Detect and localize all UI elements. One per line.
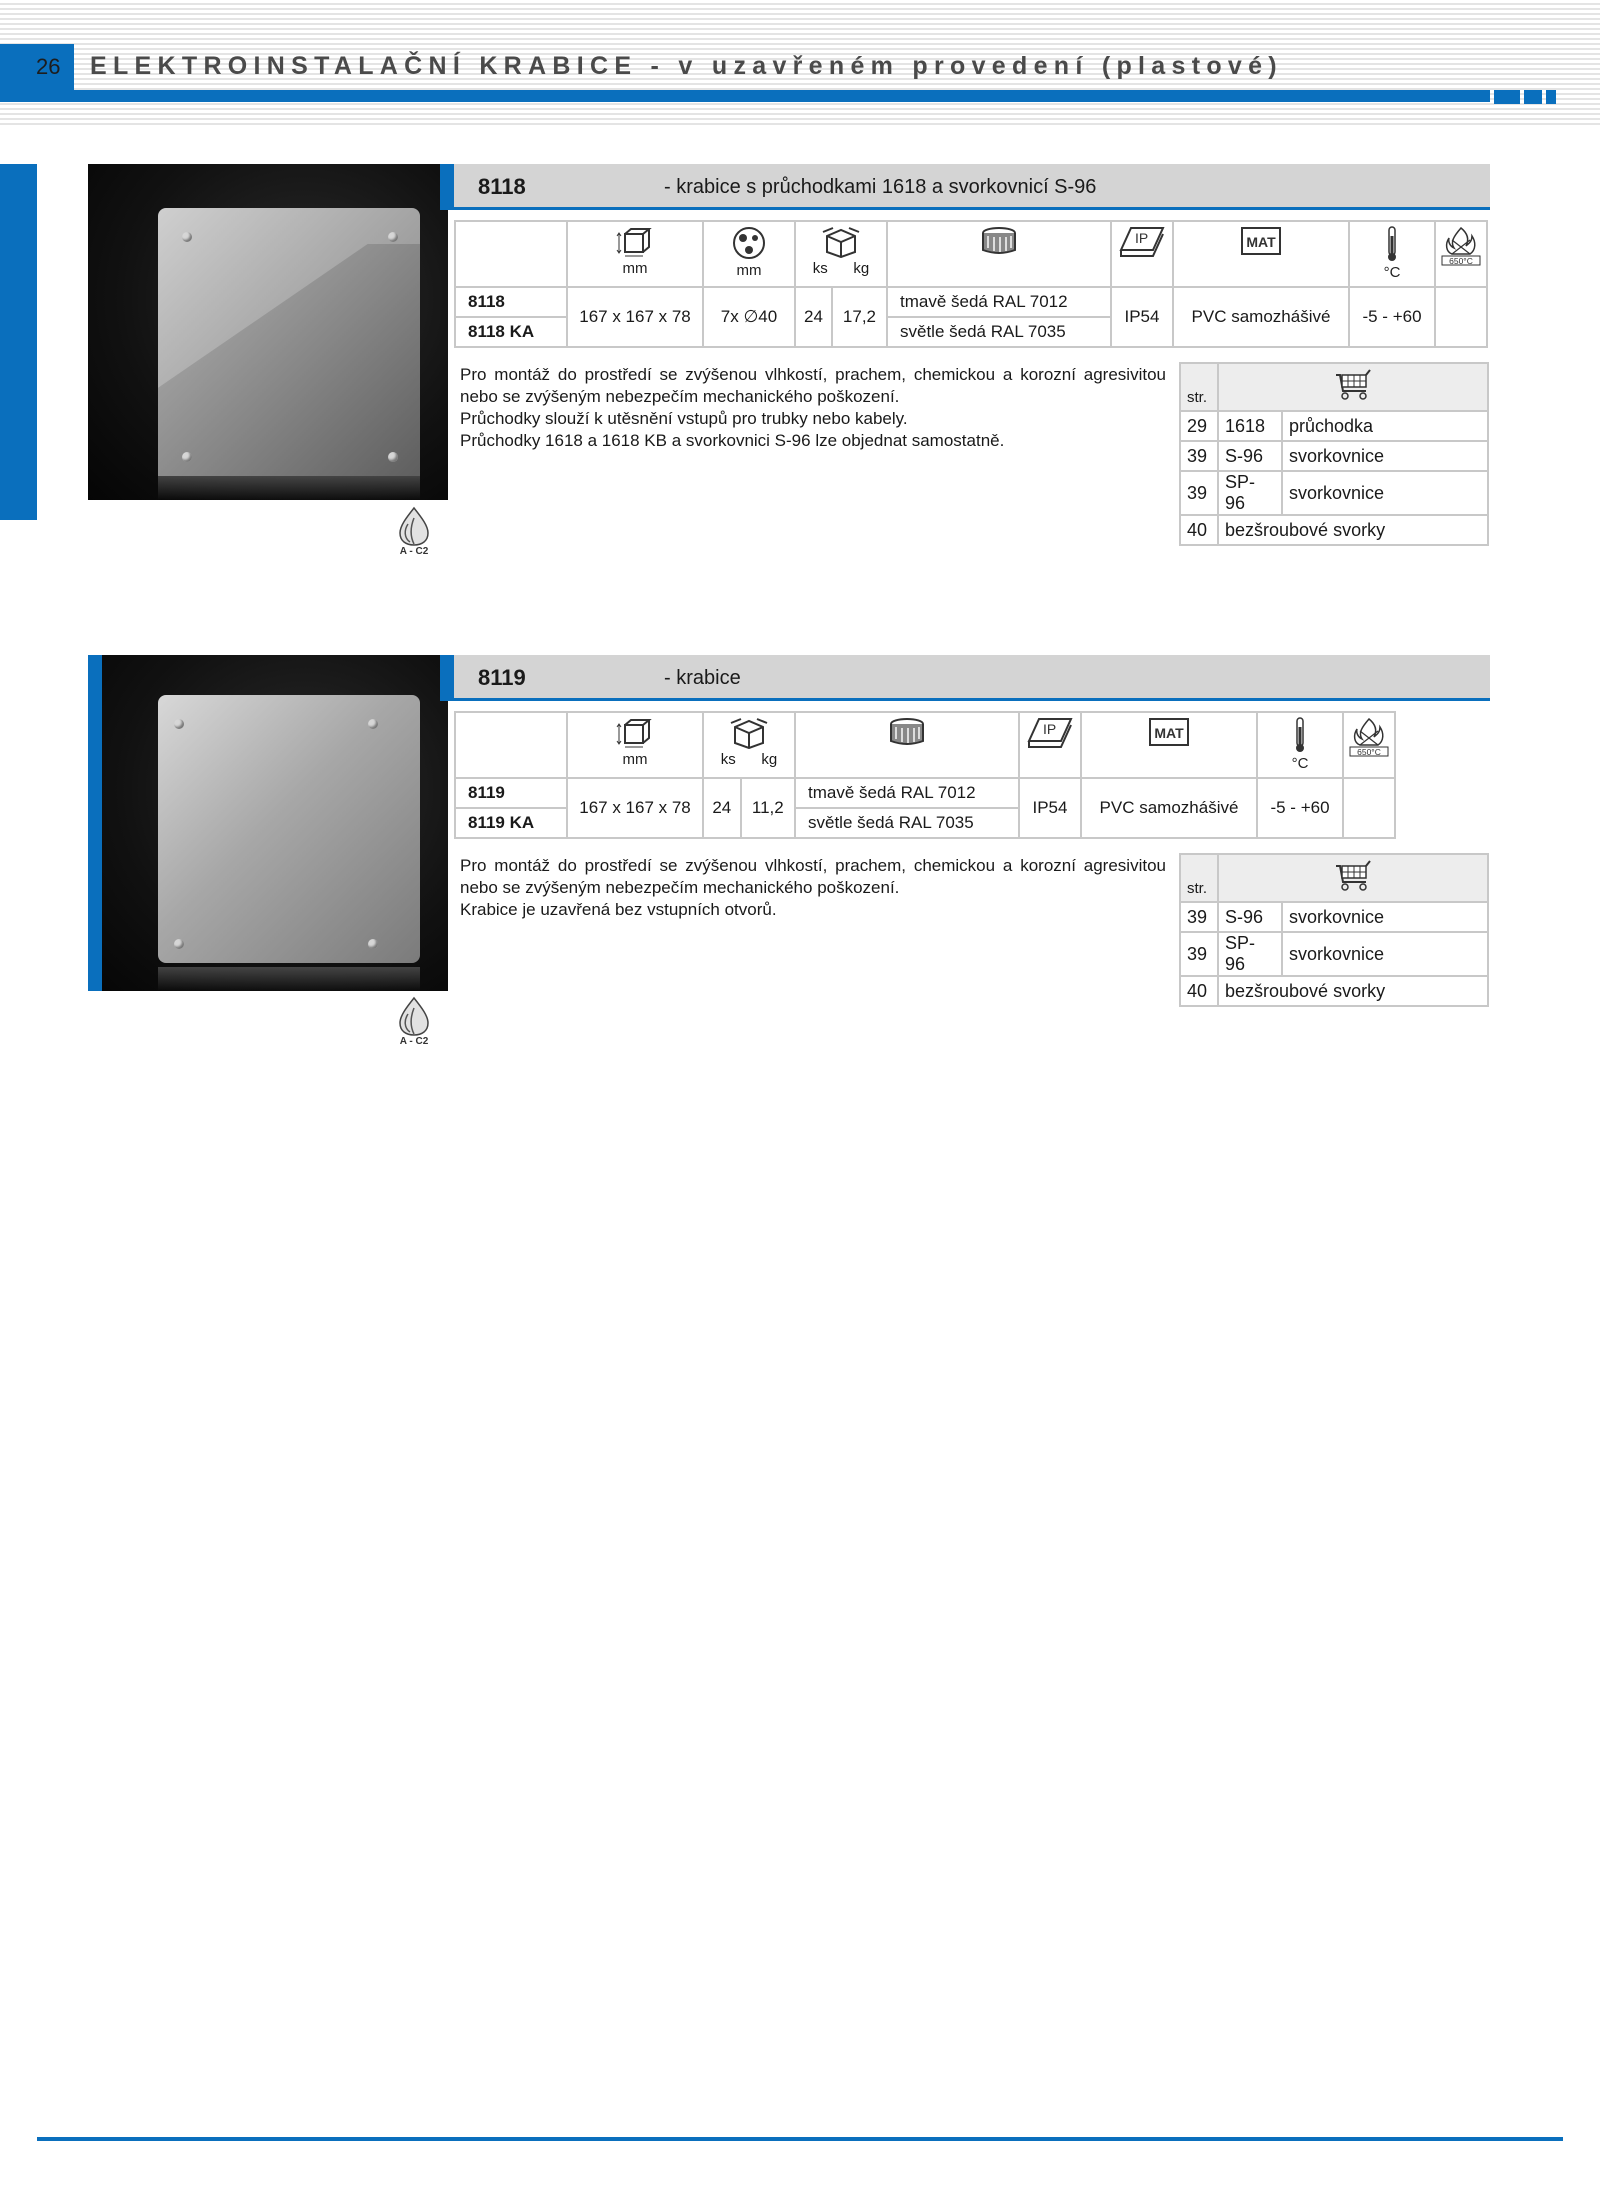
product-title-bar — [440, 655, 1490, 701]
color-paint-icon — [979, 226, 1019, 256]
xref-header-page: str. — [1180, 854, 1218, 902]
svg-text:MAT: MAT — [1246, 234, 1276, 250]
material-icon — [1148, 717, 1190, 747]
temperature-header: °C — [1257, 712, 1343, 778]
spec-table-8119 — [454, 711, 1396, 839]
xref-header-page: str. — [1180, 363, 1218, 411]
svg-text:650°C: 650°C — [1449, 256, 1473, 266]
xref-row: 39 SP-96 svorkovnice — [1180, 471, 1488, 515]
color-header — [887, 221, 1111, 287]
glow-wire-header — [1435, 221, 1487, 287]
glow-wire-value — [1343, 778, 1395, 838]
product-photo-8119 — [88, 655, 448, 991]
class-rating-icon: A - C2 — [394, 996, 434, 1048]
product-description: - krabice — [664, 667, 741, 689]
footer-rule — [37, 2137, 1563, 2141]
header-rule — [74, 90, 1490, 102]
dimensions-icon — [615, 226, 655, 258]
variant-code: 8118 — [455, 287, 567, 317]
variant-color: světle šedá RAL 7035 — [795, 808, 1019, 838]
spec-corner-cell — [455, 712, 567, 778]
material-value: PVC samozhášivé — [1173, 287, 1349, 347]
product-code: 8119 — [478, 665, 526, 690]
variant-code: 8119 — [455, 778, 567, 808]
header-square — [1546, 90, 1556, 104]
pieces-value: 24 — [703, 778, 741, 838]
page-title: ELEKTROINSTALAČNÍ KRABICE - v uzavřeném provedení (plastové) — [90, 52, 1283, 80]
ip-value: IP54 — [1019, 778, 1081, 838]
xref-row: 39 SP-96 svorkovnice — [1180, 932, 1488, 976]
package-header: ks kg — [795, 221, 887, 287]
color-header — [795, 712, 1019, 778]
product-description: - krabice s průchodkami 1618 a svorkovnicí S-96 — [664, 176, 1097, 198]
xref-row: 39 S-96 svorkovnice — [1180, 441, 1488, 471]
xref-row: 39 S-96 svorkovnice — [1180, 902, 1488, 932]
product-photo-8118 — [88, 164, 448, 500]
dimensions-header: mm — [567, 712, 703, 778]
ip-rating-icon — [1027, 717, 1073, 751]
dimensions-value: 167 x 167 x 78 — [567, 287, 703, 347]
spec-corner-cell — [455, 221, 567, 287]
variant-code: 8118 KA — [455, 317, 567, 347]
package-icon — [821, 226, 861, 258]
product-note: Pro montáž do prostředí se zvýšenou vlhkostí, prachem, chemickou a korozní agresivitou nebo se zvýšeným nebezpečím mechanického poškození. Průchodky slouží k utěsnění vstupů pro trubky nebo kabely. Průchodky 1618 a 1618 KB a svorkovnici S-96 lze objednat samostatně. — [460, 365, 1166, 450]
thermometer-icon — [1385, 226, 1399, 262]
variant-color: tmavě šedá RAL 7012 — [795, 778, 1019, 808]
pieces-value: 24 — [795, 287, 832, 347]
xref-row: 29 1618 průchodka — [1180, 411, 1488, 441]
material-header — [1081, 712, 1257, 778]
temperature-value: -5 - +60 — [1257, 778, 1343, 838]
svg-text:650°C: 650°C — [1357, 747, 1381, 757]
xref-table-8119 — [1179, 853, 1489, 1007]
product-title-bar — [440, 164, 1490, 210]
weight-value: 11,2 — [741, 778, 795, 838]
glow-wire-icon — [1348, 717, 1390, 757]
ip-header — [1019, 712, 1081, 778]
xref-header-cart — [1218, 854, 1488, 902]
glow-wire-icon — [1440, 226, 1482, 266]
variant-color: tmavě šedá RAL 7012 — [887, 287, 1111, 317]
ip-value: IP54 — [1111, 287, 1173, 347]
dimensions-value: 167 x 167 x 78 — [567, 778, 703, 838]
glow-wire-value — [1435, 287, 1487, 347]
variant-color: světle šedá RAL 7035 — [887, 317, 1111, 347]
product-note: Pro montáž do prostředí se zvýšenou vlhkostí, prachem, chemickou a korozní agresivitou nebo se zvýšeným nebezpečím mechanického poškození. Krabice je uzavřená bez vstupních otvorů. — [460, 856, 1166, 919]
knockout-holes-icon — [732, 226, 766, 260]
svg-text:IP: IP — [1043, 721, 1057, 737]
ip-header — [1111, 221, 1173, 287]
package-header: ks kg — [703, 712, 795, 778]
xref-table-8118 — [1179, 362, 1489, 546]
dimensions-icon — [615, 717, 655, 749]
page-number: 26 — [36, 54, 61, 79]
svg-text:IP: IP — [1135, 230, 1149, 246]
holes-header: mm — [703, 221, 795, 287]
svg-text:MAT: MAT — [1154, 725, 1184, 741]
side-bar — [0, 164, 37, 520]
xref-header-cart — [1218, 363, 1488, 411]
variant-code: 8119 KA — [455, 808, 567, 838]
xref-row: 40 bezšroubové svorky — [1180, 976, 1488, 1006]
product-code: 8118 — [478, 174, 526, 199]
holes-value: 7x ∅40 — [703, 287, 795, 347]
xref-row: 40 bezšroubové svorky — [1180, 515, 1488, 545]
shopping-cart-icon — [1334, 860, 1372, 892]
weight-value: 17,2 — [832, 287, 887, 347]
spec-table-8118 — [454, 220, 1488, 348]
ip-rating-icon — [1119, 226, 1165, 260]
material-header — [1173, 221, 1349, 287]
glow-wire-header — [1343, 712, 1395, 778]
shopping-cart-icon — [1334, 369, 1372, 401]
package-icon — [729, 717, 769, 749]
dimensions-header: mm — [567, 221, 703, 287]
thermometer-icon — [1293, 717, 1307, 753]
material-icon — [1240, 226, 1282, 256]
temperature-value: -5 - +60 — [1349, 287, 1435, 347]
material-value: PVC samozhášivé — [1081, 778, 1257, 838]
temperature-header: °C — [1349, 221, 1435, 287]
header-square — [1494, 90, 1520, 104]
color-paint-icon — [887, 717, 927, 747]
class-rating-icon: A - C2 — [394, 506, 434, 558]
header-square — [1524, 90, 1542, 104]
